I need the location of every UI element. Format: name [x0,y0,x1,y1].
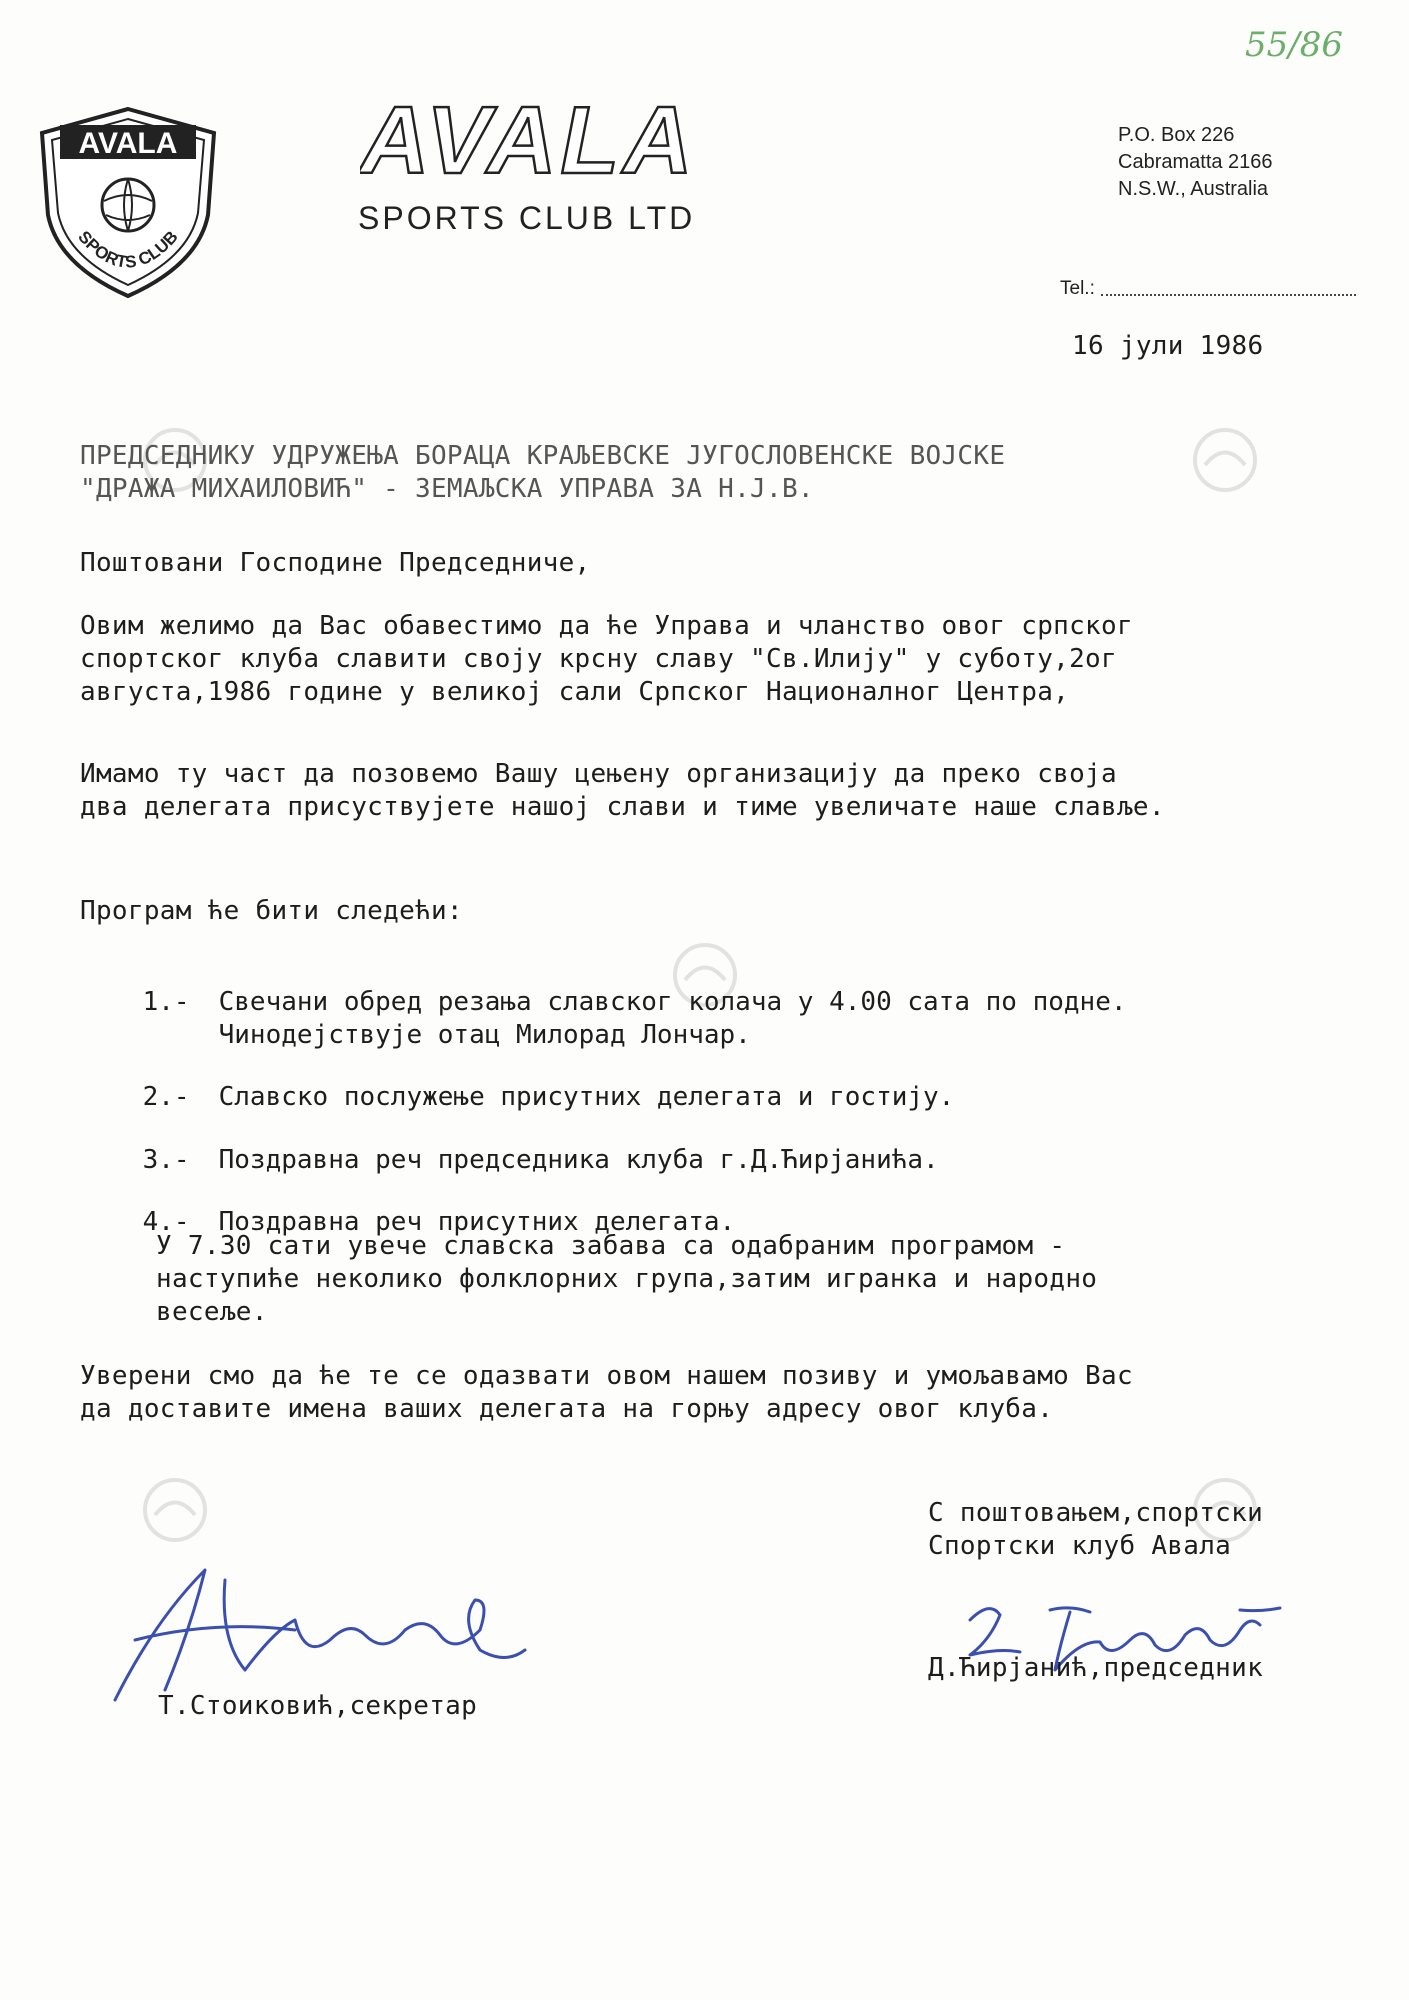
watermark-emblem-icon [1190,425,1260,495]
letter-salutation: Поштовани Господине Председниче, [80,548,591,578]
program-item-text: Свечани обред резања славског колача у 4.00 сата по подне. Чинодејствује отац Милорад Лончар. [218,987,1127,1050]
letter-date: 16 јули 1986 [1072,331,1264,361]
svg-text:AVALA: AVALA [360,95,697,185]
secretary-signature [95,1560,535,1710]
program-item-text: Поздравна реч присутних делегата. [218,1207,736,1237]
tel-label: Tel.: [1060,278,1095,299]
watermark-emblem-icon [140,1475,210,1545]
club-crest-logo [38,105,218,300]
svg-text:AVALA: AVALA [78,127,178,160]
address-line: N.S.W., Australia [1118,178,1269,200]
letter-addressee: ПРЕДСЕДНИКУ УДРУЖЕЊА БОРАЦА КРАЉЕВСКЕ ЈУГОСЛОВЕНСКЕ ВОЈСКЕ "ДРАЖА МИХАИЛОВИЋ" - ЗЕМАЉСКА УПРАВА ЗА Н.Ј.В. [80,441,1006,504]
evening-program: У 7.30 сати увече славска забава са одабраним програмом - наступиће неколико фолклорних група,затим игранка и народно весеље. [156,1231,1098,1327]
secretary-name: Т.Стоиковић,секретар [158,1691,478,1721]
program-intro: Програм ће бити следећи: [80,896,463,926]
club-subtitle: SPORTS CLUB LTD [358,200,696,236]
address-line: Cabramatta 2166 [1118,151,1273,173]
letter-closing: С поштовањем,спортски Спортски клуб Авала [928,1498,1264,1561]
program-item-text: Славско послужење присутних делегата и гостију. [218,1082,955,1112]
svg-text:SPORTS CLUB: SPORTS CLUB [74,227,182,272]
reference-number: 55/86 [1245,25,1343,65]
address-line: P.O. Box 226 [1118,124,1235,146]
paragraph-invitation: Имамо ту част да позовемо Вашу цењену организацију да преко своја два делегата присуствујете нашој слави и тиме увеличате наше славље. [80,759,1165,822]
paragraph-announcement: Овим желимо да Вас обавестимо да ће Управа и чланство овог српског спортског клуба славити своју крсну славу "Св.Илију" у суботу,2ог августа,1986 године у великој сали Српског Националног Центра, [80,611,1133,707]
telephone-field [1060,278,1356,300]
president-name: Д.Ћирјанић,председник [928,1653,1264,1683]
program-item-number: 2.- [142,1082,190,1112]
program-item-number: 1.- [142,987,190,1017]
tel-dotted-line [1101,294,1356,296]
program-item-number: 4.- [142,1207,190,1237]
brand-wordmark [360,95,760,185]
program-item-number: 3.- [142,1145,190,1175]
program-item-text: Поздравна реч председника клуба г.Д.Ћирјанића. [218,1145,939,1175]
paragraph-request: Уверени смо да ће те се одазвати овом нашем позиву и умољавамо Вас да доставите имена ваших делегата на горњу адресу овог клуба. [80,1361,1133,1424]
club-address [1118,122,1273,203]
